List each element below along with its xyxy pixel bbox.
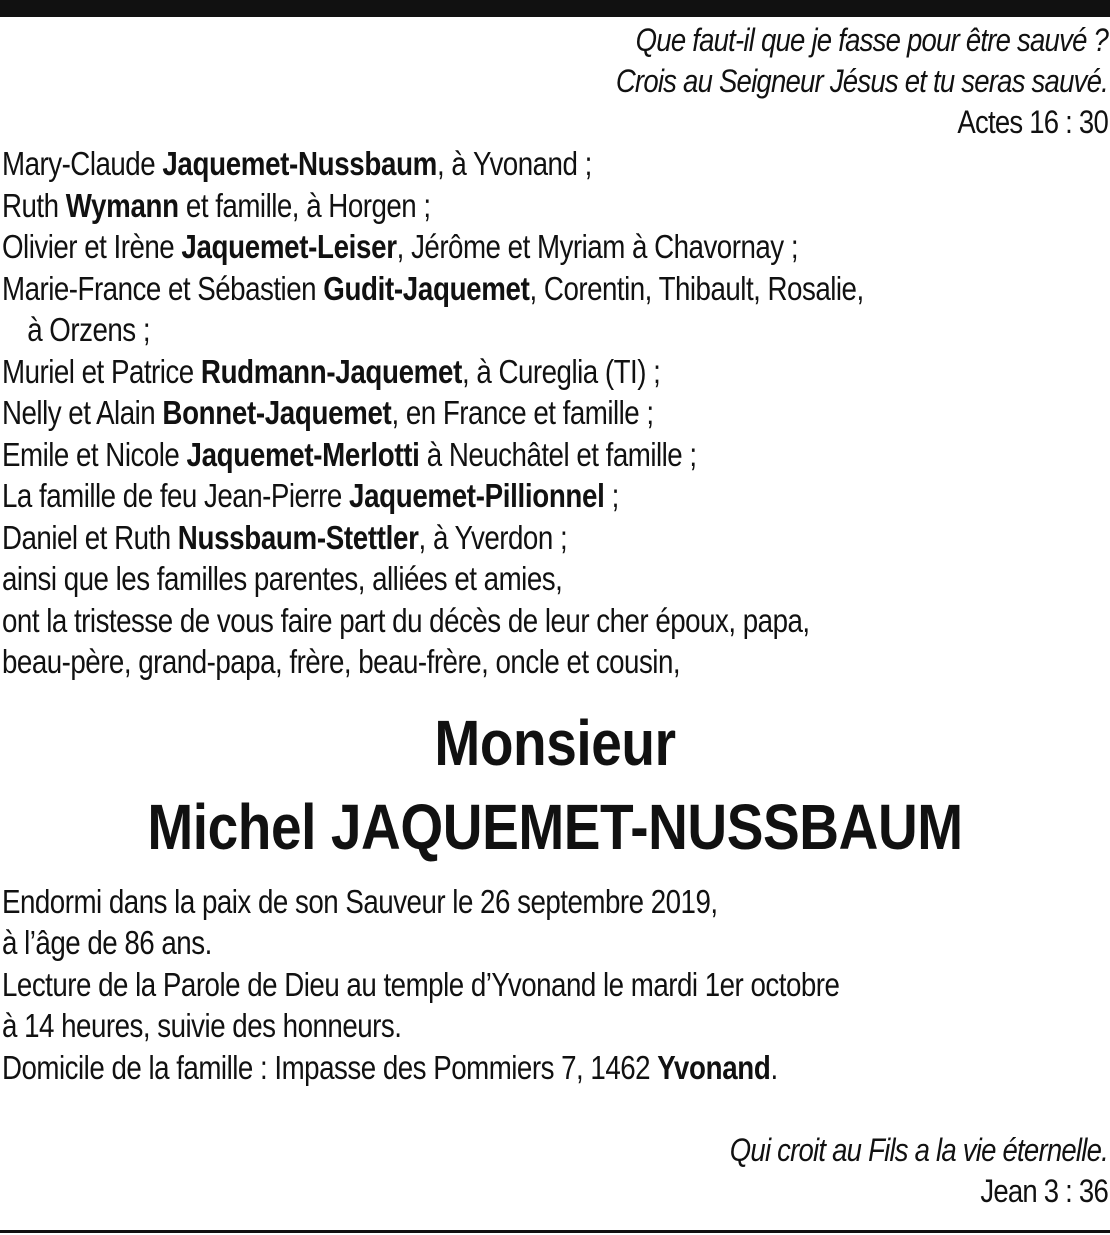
opening-verse-line-1: Que faut-il que je fasse pour être sauvé ? [635, 22, 1108, 58]
family-line-continuation: à Orzens ; [27, 311, 151, 348]
family-surname: Wymann [65, 186, 179, 224]
family-line: Marie-France et Sébastien Gudit-Jaquemet, Corentin, Thibault, Rosalie, [2, 269, 864, 307]
obituary-notice [0, 20, 1110, 1212]
family-line: Nelly et Alain Bonnet-Jaquemet, en France et famille ; [2, 394, 654, 431]
opening-verse-reference: Actes 16 : 30 [957, 104, 1108, 140]
family-line: Ruth Wymann et famille, à Horgen ; [2, 186, 431, 224]
family-address: Domicile de la famille : Impasse des Pommiers 7, 1462 Yvonand. [2, 1048, 778, 1086]
announcement-text [2, 558, 1108, 683]
family-surname: Jaquemet-Nussbaum [162, 145, 437, 182]
closing-verse-reference: Jean 3 : 36 [980, 1173, 1108, 1209]
family-surname: Jaquemet-Merlotti [186, 435, 420, 473]
family-surname: Nussbaum-Stettler [177, 518, 419, 556]
opening-verse [2, 20, 1108, 143]
announcement-line: beau-père, grand-papa, frère, beau-frère, oncle et cousin, [2, 643, 681, 680]
family-surname: Jaquemet-Pillionnel [348, 477, 605, 514]
top-border-rule [0, 0, 1110, 17]
closing-verse-line: Qui croit au Fils a la vie éternelle. [729, 1132, 1108, 1168]
deceased-name: Michel JAQUEMET-NUSSBAUM [147, 790, 963, 863]
deceased-honorific: Monsieur [434, 706, 676, 779]
family-list [2, 143, 1108, 558]
family-line: Emile et Nicole Jaquemet-Merlotti à Neuchâtel et famille ; [2, 435, 697, 473]
family-line: La famille de feu Jean-Pierre Jaquemet-Pillionnel ; [2, 477, 619, 514]
family-surname: Bonnet-Jaquemet [162, 394, 392, 431]
family-line: Muriel et Patrice Rudmann-Jaquemet, à Cureglia (TI) ; [2, 352, 661, 390]
family-surname: Jaquemet-Leiser [181, 228, 397, 265]
details-line: à 14 heures, suivie des honneurs. [2, 1007, 402, 1044]
details-line: Endormi dans la paix de son Sauveur le 26 septembre 2019, [2, 882, 718, 920]
family-line: Olivier et Irène Jaquemet-Leiser, Jérôme et Myriam à Chavornay ; [2, 228, 799, 265]
family-surname: Rudmann-Jaquemet [200, 352, 462, 390]
announcement-line: ont la tristesse de vous faire part du décès de leur cher époux, papa, [2, 601, 810, 639]
bottom-border-rule [0, 1230, 1110, 1233]
family-line: Daniel et Ruth Nussbaum-Stettler, à Yverdon ; [2, 518, 568, 556]
announcement-line: ainsi que les familles parentes, alliées et amies, [2, 560, 563, 597]
service-details [2, 881, 1108, 1089]
closing-verse [2, 1130, 1108, 1212]
details-line: Lecture de la Parole de Dieu au temple d’Yvonand le mardi 1er octobre [2, 965, 840, 1003]
family-line: Mary-Claude Jaquemet-Nussbaum, à Yvonand ; [2, 145, 592, 182]
deceased-name-block [2, 683, 1108, 881]
family-surname: Gudit-Jaquemet [323, 269, 530, 307]
opening-verse-line-2: Crois au Seigneur Jésus et tu seras sauvé. [615, 63, 1108, 99]
details-line: à l’âge de 86 ans. [2, 924, 212, 961]
address-town: Yvonand [657, 1048, 771, 1086]
